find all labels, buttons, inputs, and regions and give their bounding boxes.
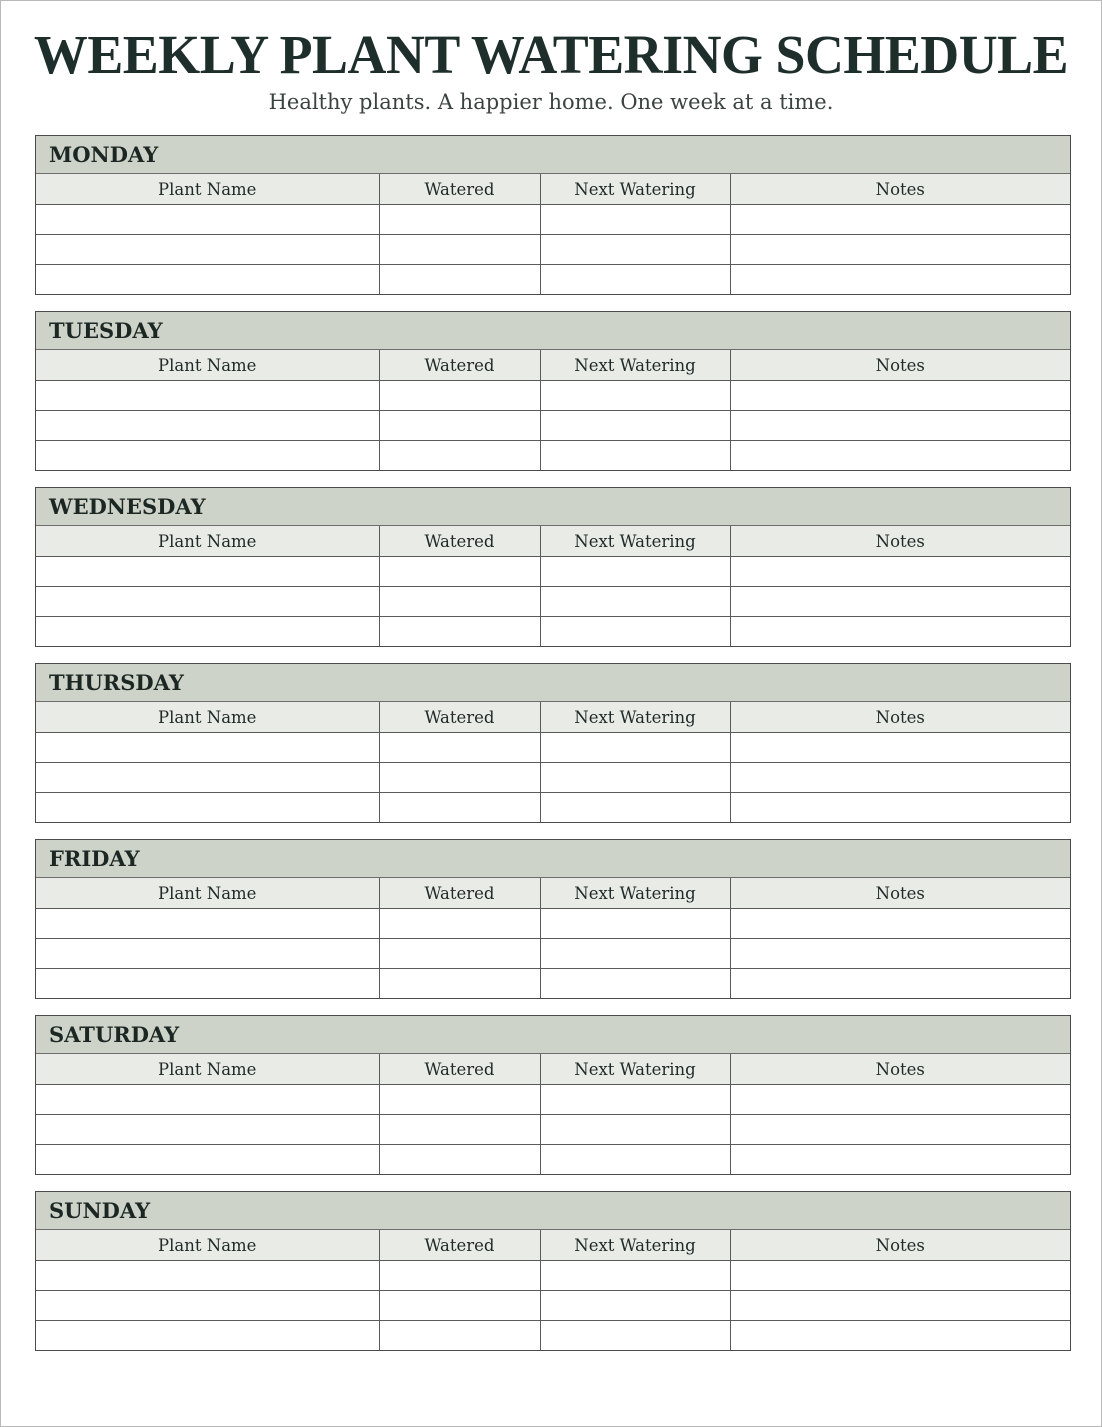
day-sections (35, 135, 1071, 1367)
entry-cell[interactable] (379, 441, 540, 471)
entry-cell[interactable] (379, 265, 540, 295)
table-row (36, 1321, 1070, 1351)
column-header-row (36, 878, 1070, 909)
column-header: Next Watering (540, 878, 730, 909)
column-header: Watered (379, 350, 540, 381)
entry-cell[interactable] (730, 235, 1070, 265)
table-row (36, 617, 1070, 647)
column-header: Watered (379, 174, 540, 205)
table-row (36, 411, 1070, 441)
entry-cell[interactable] (379, 969, 540, 999)
entry-cell[interactable] (540, 1085, 730, 1115)
table-row (36, 557, 1070, 587)
schedule-table (36, 1054, 1070, 1174)
entry-cell[interactable] (730, 1145, 1070, 1175)
entry-cell[interactable] (36, 587, 379, 617)
entry-cell[interactable] (379, 1291, 540, 1321)
entry-cell[interactable] (730, 557, 1070, 587)
entry-cell[interactable] (540, 969, 730, 999)
entry-cell[interactable] (540, 381, 730, 411)
entry-cell[interactable] (36, 205, 379, 235)
table-row (36, 587, 1070, 617)
entry-cell[interactable] (379, 1321, 540, 1351)
column-header: Watered (379, 1054, 540, 1085)
entry-cell[interactable] (540, 205, 730, 235)
column-header: Notes (730, 174, 1070, 205)
entry-cell[interactable] (36, 939, 379, 969)
entry-cell[interactable] (36, 909, 379, 939)
schedule-table (36, 526, 1070, 646)
entry-cell[interactable] (379, 381, 540, 411)
column-header: Next Watering (540, 350, 730, 381)
column-header: Plant Name (36, 350, 379, 381)
entry-cell[interactable] (730, 265, 1070, 295)
table-row (36, 1291, 1070, 1321)
entry-cell[interactable] (36, 235, 379, 265)
column-header-row (36, 174, 1070, 205)
column-header-row (36, 526, 1070, 557)
column-header: Plant Name (36, 878, 379, 909)
entry-cell[interactable] (379, 411, 540, 441)
column-header: Notes (730, 1230, 1070, 1261)
schedule-table (36, 1230, 1070, 1350)
schedule-table (36, 350, 1070, 470)
entry-cell[interactable] (540, 587, 730, 617)
entry-cell[interactable] (379, 763, 540, 793)
entry-cell[interactable] (540, 1291, 730, 1321)
entry-cell[interactable] (379, 587, 540, 617)
table-row (36, 969, 1070, 999)
entry-cell[interactable] (379, 1115, 540, 1145)
entry-cell[interactable] (379, 617, 540, 647)
column-header: Next Watering (540, 174, 730, 205)
page-title: WEEKLY PLANT WATERING SCHEDULE (33, 24, 1069, 85)
entry-cell[interactable] (379, 733, 540, 763)
day-heading: WEDNESDAY (36, 488, 1070, 526)
entry-cell[interactable] (730, 1085, 1070, 1115)
entry-cell[interactable] (379, 1085, 540, 1115)
entry-cell[interactable] (36, 557, 379, 587)
entry-cell[interactable] (730, 411, 1070, 441)
day-heading: TUESDAY (36, 312, 1070, 350)
page-subtitle: Healthy plants. A happier home. One week at a time. (268, 90, 834, 114)
column-header: Notes (730, 702, 1070, 733)
day-section (35, 839, 1071, 999)
entry-cell[interactable] (730, 793, 1070, 823)
entry-cell[interactable] (36, 1085, 379, 1115)
column-header: Next Watering (540, 1230, 730, 1261)
day-section (35, 311, 1071, 471)
entry-cell[interactable] (730, 441, 1070, 471)
entry-cell[interactable] (730, 1291, 1070, 1321)
entry-cell[interactable] (36, 265, 379, 295)
table-row (36, 381, 1070, 411)
column-header: Plant Name (36, 174, 379, 205)
entry-cell[interactable] (730, 733, 1070, 763)
table-row (36, 939, 1070, 969)
column-header: Watered (379, 1230, 540, 1261)
entry-cell[interactable] (379, 205, 540, 235)
table-row (36, 265, 1070, 295)
table-row (36, 441, 1070, 471)
entry-cell[interactable] (379, 1261, 540, 1291)
entry-cell[interactable] (730, 909, 1070, 939)
column-header: Next Watering (540, 526, 730, 557)
entry-cell[interactable] (36, 793, 379, 823)
entry-cell[interactable] (540, 763, 730, 793)
entry-cell[interactable] (36, 1115, 379, 1145)
day-heading: THURSDAY (36, 664, 1070, 702)
entry-cell[interactable] (540, 617, 730, 647)
entry-cell[interactable] (730, 763, 1070, 793)
entry-cell[interactable] (540, 1145, 730, 1175)
entry-cell[interactable] (36, 617, 379, 647)
schedule-table (36, 174, 1070, 294)
day-heading: SATURDAY (36, 1016, 1070, 1054)
entry-cell[interactable] (540, 1321, 730, 1351)
entry-cell[interactable] (730, 1261, 1070, 1291)
column-header: Plant Name (36, 526, 379, 557)
entry-cell[interactable] (730, 205, 1070, 235)
entry-cell[interactable] (36, 1145, 379, 1175)
day-section (35, 1015, 1071, 1175)
schedule-table (36, 702, 1070, 822)
day-section (35, 1191, 1071, 1351)
column-header: Plant Name (36, 702, 379, 733)
column-header: Notes (730, 878, 1070, 909)
entry-cell[interactable] (36, 1321, 379, 1351)
entry-cell[interactable] (36, 411, 379, 441)
day-heading: MONDAY (36, 136, 1070, 174)
entry-cell[interactable] (36, 763, 379, 793)
table-row (36, 793, 1070, 823)
entry-cell[interactable] (540, 793, 730, 823)
entry-cell[interactable] (379, 793, 540, 823)
column-header: Next Watering (540, 702, 730, 733)
entry-cell[interactable] (540, 411, 730, 441)
entry-cell[interactable] (540, 265, 730, 295)
table-row (36, 733, 1070, 763)
entry-cell[interactable] (540, 909, 730, 939)
day-section (35, 135, 1071, 295)
column-header-row (36, 702, 1070, 733)
entry-cell[interactable] (730, 587, 1070, 617)
entry-cell[interactable] (540, 235, 730, 265)
entry-cell[interactable] (730, 1321, 1070, 1351)
table-row (36, 205, 1070, 235)
column-header-row (36, 1230, 1070, 1261)
table-row (36, 1261, 1070, 1291)
column-header: Watered (379, 878, 540, 909)
column-header: Notes (730, 1054, 1070, 1085)
table-row (36, 763, 1070, 793)
day-heading: FRIDAY (36, 840, 1070, 878)
column-header-row (36, 350, 1070, 381)
entry-cell[interactable] (36, 1261, 379, 1291)
column-header: Notes (730, 350, 1070, 381)
column-header: Watered (379, 702, 540, 733)
entry-cell[interactable] (540, 939, 730, 969)
column-header: Watered (379, 526, 540, 557)
entry-cell[interactable] (730, 1115, 1070, 1145)
entry-cell[interactable] (730, 617, 1070, 647)
entry-cell[interactable] (36, 733, 379, 763)
entry-cell[interactable] (36, 441, 379, 471)
table-row (36, 1115, 1070, 1145)
entry-cell[interactable] (379, 1145, 540, 1175)
entry-cell[interactable] (36, 381, 379, 411)
entry-cell[interactable] (36, 1291, 379, 1321)
schedule-table (36, 878, 1070, 998)
table-row (36, 1145, 1070, 1175)
column-header: Next Watering (540, 1054, 730, 1085)
day-section (35, 487, 1071, 647)
entry-cell[interactable] (730, 969, 1070, 999)
entry-cell[interactable] (379, 909, 540, 939)
column-header: Plant Name (36, 1230, 379, 1261)
table-row (36, 235, 1070, 265)
table-row (36, 1085, 1070, 1115)
entry-cell[interactable] (730, 381, 1070, 411)
entry-cell[interactable] (540, 1261, 730, 1291)
entry-cell[interactable] (730, 939, 1070, 969)
day-section (35, 663, 1071, 823)
entry-cell[interactable] (379, 939, 540, 969)
table-row (36, 909, 1070, 939)
entry-cell[interactable] (36, 969, 379, 999)
column-header-row (36, 1054, 1070, 1085)
entry-cell[interactable] (379, 557, 540, 587)
day-heading: SUNDAY (36, 1192, 1070, 1230)
column-header: Plant Name (36, 1054, 379, 1085)
entry-cell[interactable] (540, 1115, 730, 1145)
entry-cell[interactable] (540, 733, 730, 763)
entry-cell[interactable] (379, 235, 540, 265)
column-header: Notes (730, 526, 1070, 557)
entry-cell[interactable] (540, 441, 730, 471)
entry-cell[interactable] (540, 557, 730, 587)
